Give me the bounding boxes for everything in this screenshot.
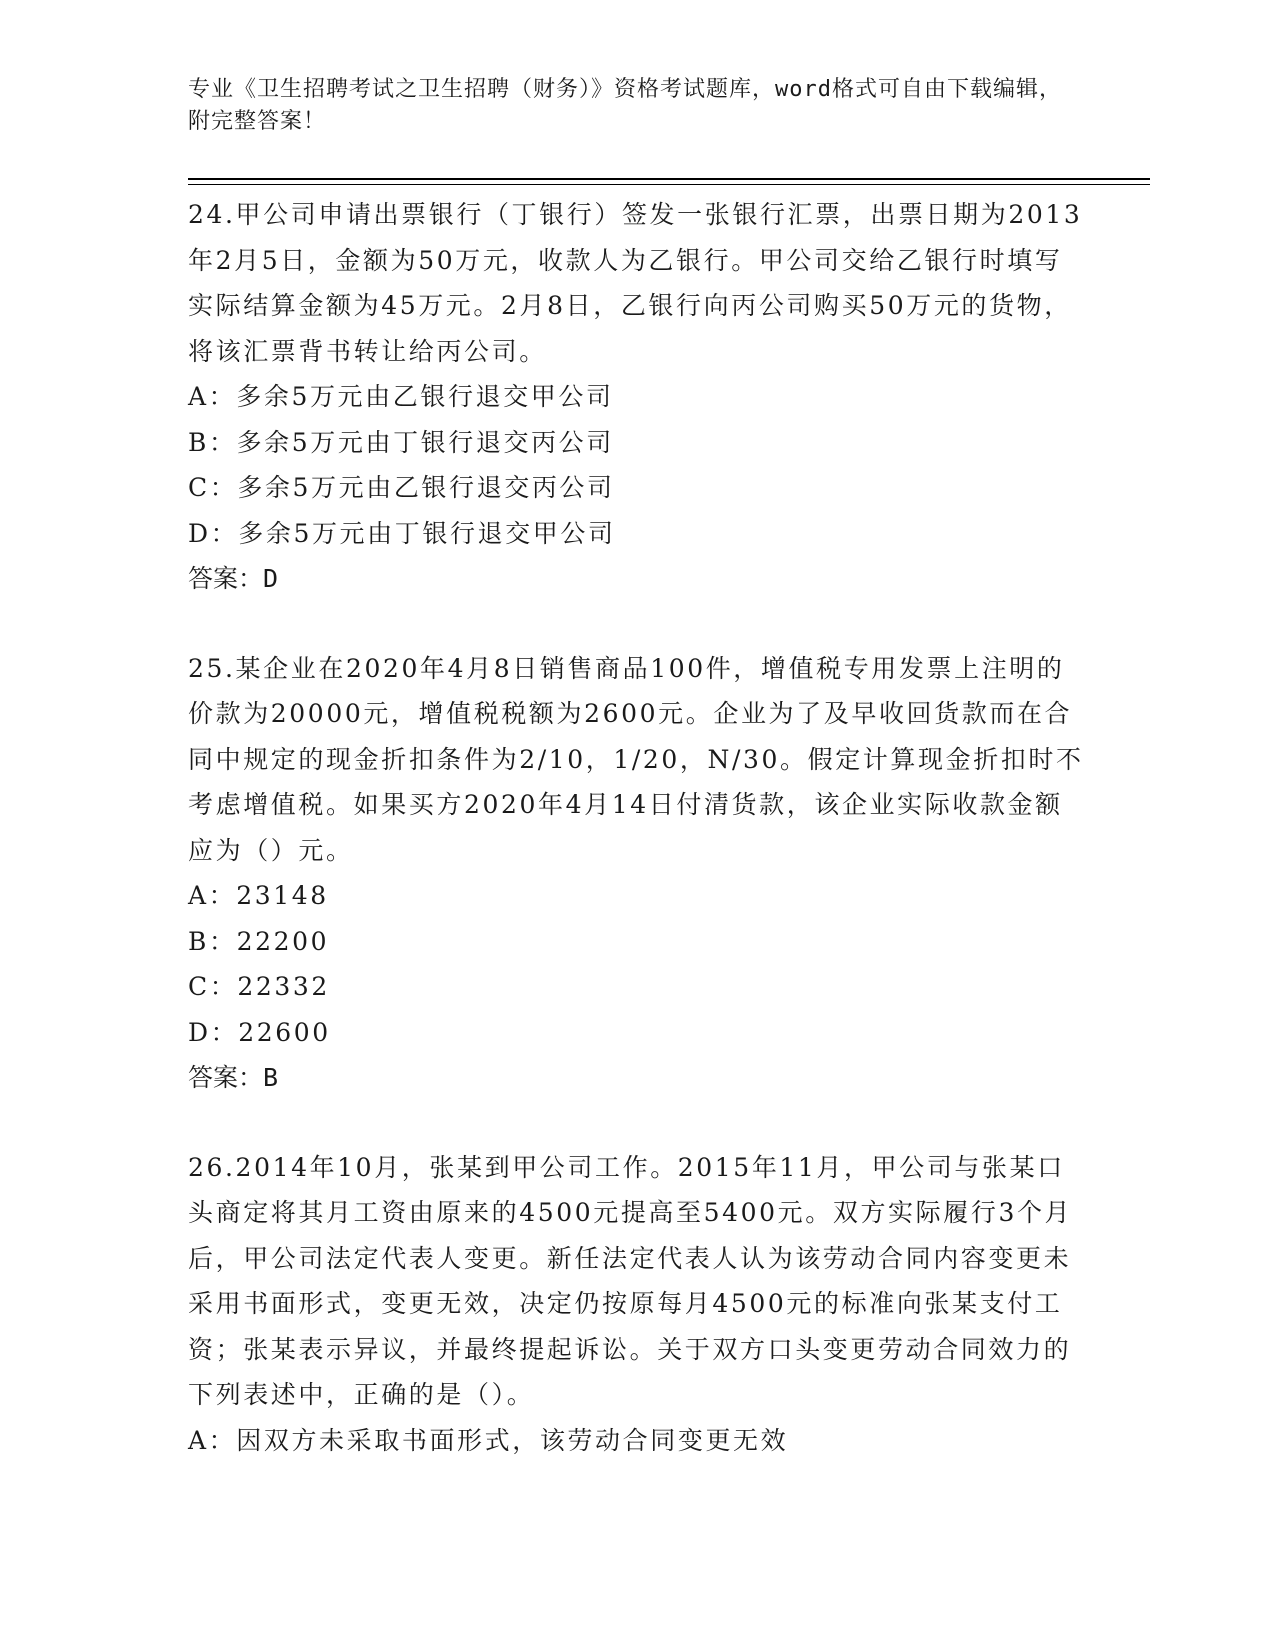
question-list: [188, 192, 1088, 1463]
option-d: D：22600: [188, 1017, 331, 1047]
option-c: C：22332: [188, 972, 330, 1001]
option-a: A：因双方未采取书面形式，该劳动合同变更无效: [188, 1425, 789, 1455]
question-24: [188, 192, 1088, 602]
document-header: 专业《卫生招聘考试之卫生招聘（财务）》资格考试题库，word格式可自由下载编辑，附完整答案！: [188, 77, 1062, 134]
header-rule-thin: [188, 184, 1150, 185]
option-b: B：22200: [188, 926, 330, 956]
answer-line: 答案：D: [188, 564, 279, 593]
option-a: A：23148: [188, 881, 329, 910]
answer-line: 答案：B: [188, 1063, 279, 1092]
question-stem: 24.甲公司申请出票银行（丁银行）签发一张银行汇票，出票日期为2013年2月5日，金额为50万元，收款人为乙银行。甲公司交给乙银行时填写实际结算金额为45万元。2月8日，乙银行向丙公司购买50万元的货物，将该汇票背书转让给丙公司。: [188, 200, 1083, 366]
option-a: A：多余5万元由乙银行退交甲公司: [188, 382, 614, 411]
option-c: C：多余5万元由乙银行退交丙公司: [188, 473, 615, 502]
question-spacer: [188, 602, 1088, 646]
question-25: [188, 646, 1088, 1101]
header-rule-thick: [188, 178, 1150, 180]
question-stem: 26.2014年10月，张某到甲公司工作。2015年11月，甲公司与张某口头商定将其月工资由原来的4500元提高至5400元。双方实际履行3个月后，甲公司法定代表人变更。新任法定代表人认为该劳动合同内容变更未采用书面形式，变更无效，决定仍按原每月4500元的标准向张某支付工资；张某表示异议，并最终提起诉讼。关于双方口头变更劳动合同效力的下列表述中，正确的是（）。: [188, 1152, 1073, 1409]
question-26: [188, 1145, 1088, 1464]
option-b: B：多余5万元由丁银行退交丙公司: [188, 427, 614, 457]
option-d: D：多余5万元由丁银行退交甲公司: [188, 518, 616, 548]
question-stem: 25.某企业在2020年4月8日销售商品100件，增值税专用发票上注明的价款为20000元，增值税税额为2600元。企业为了及早收回货款而在合同中规定的现金折扣条件为2/10，1/20，N/30。假定计算现金折扣时不考虑增值税。如果买方2020年4月14日付清货款，该企业实际收款金额应为（）元。: [188, 653, 1084, 865]
question-spacer: [188, 1101, 1088, 1145]
